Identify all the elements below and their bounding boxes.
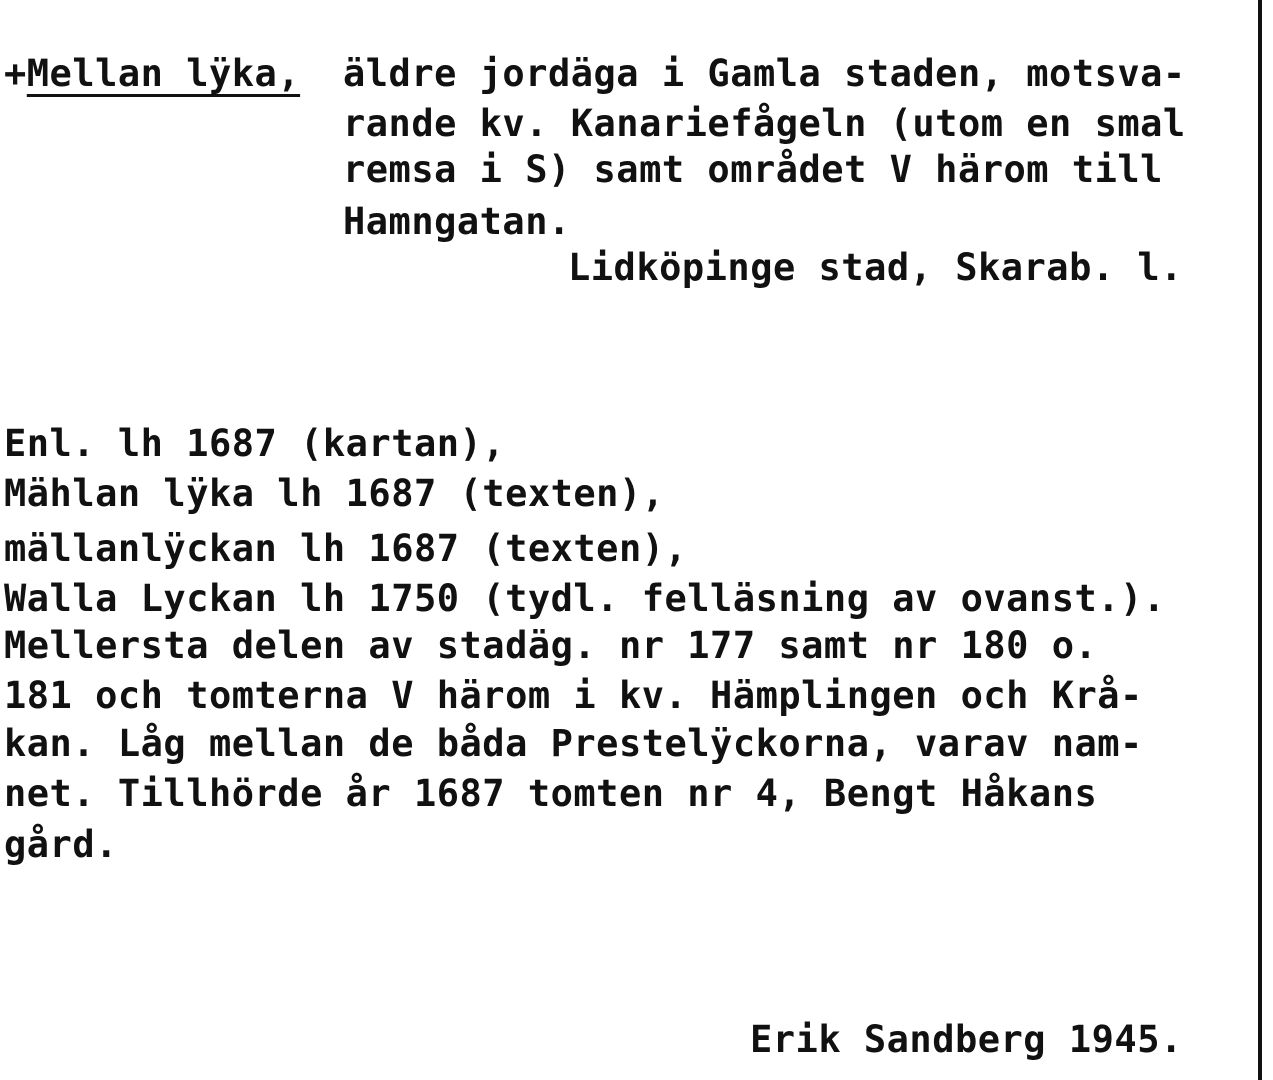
definition-line-3: remsa i S) samt området V härom till	[343, 148, 1163, 191]
body-line-5: Mellersta delen av stadäg. nr 177 samt nr 180 o.	[4, 624, 1098, 667]
definition-line-1: äldre jordäga i Gamla staden, motsva-	[343, 52, 1186, 95]
body-line-6: 181 och tomterna V härom i kv. Hämplingen och Krå-	[4, 674, 1143, 717]
body-line-2: Mählan lÿka lh 1687 (texten),	[4, 472, 665, 515]
body-line-7: kan. Låg mellan de båda Prestelÿckorna, varav nam-	[4, 722, 1143, 765]
body-line-3: mällanlÿckan lh 1687 (texten),	[4, 527, 688, 570]
body-line-1: Enl. lh 1687 (kartan),	[4, 422, 506, 465]
headword-line	[4, 52, 300, 96]
definition-line-2: rande kv. Kanariefågeln (utom en smal	[343, 102, 1186, 145]
body-line-8: net. Tillhörde år 1687 tomten nr 4, Bengt Håkans	[4, 772, 1098, 815]
body-line-9: gård.	[4, 823, 118, 866]
plus-mark: +	[4, 52, 27, 95]
signature: Erik Sandberg 1945.	[750, 1018, 1183, 1061]
card-right-edge	[1258, 0, 1262, 1080]
headword: Mellan lÿka,	[26, 52, 301, 95]
definition-line-4: Hamngatan.	[343, 200, 571, 243]
location-line: Lidköpinge stad, Skarab. l.	[568, 246, 1183, 289]
body-line-4: Walla Lyckan lh 1750 (tydl. felläsning av ovanst.).	[4, 577, 1166, 620]
